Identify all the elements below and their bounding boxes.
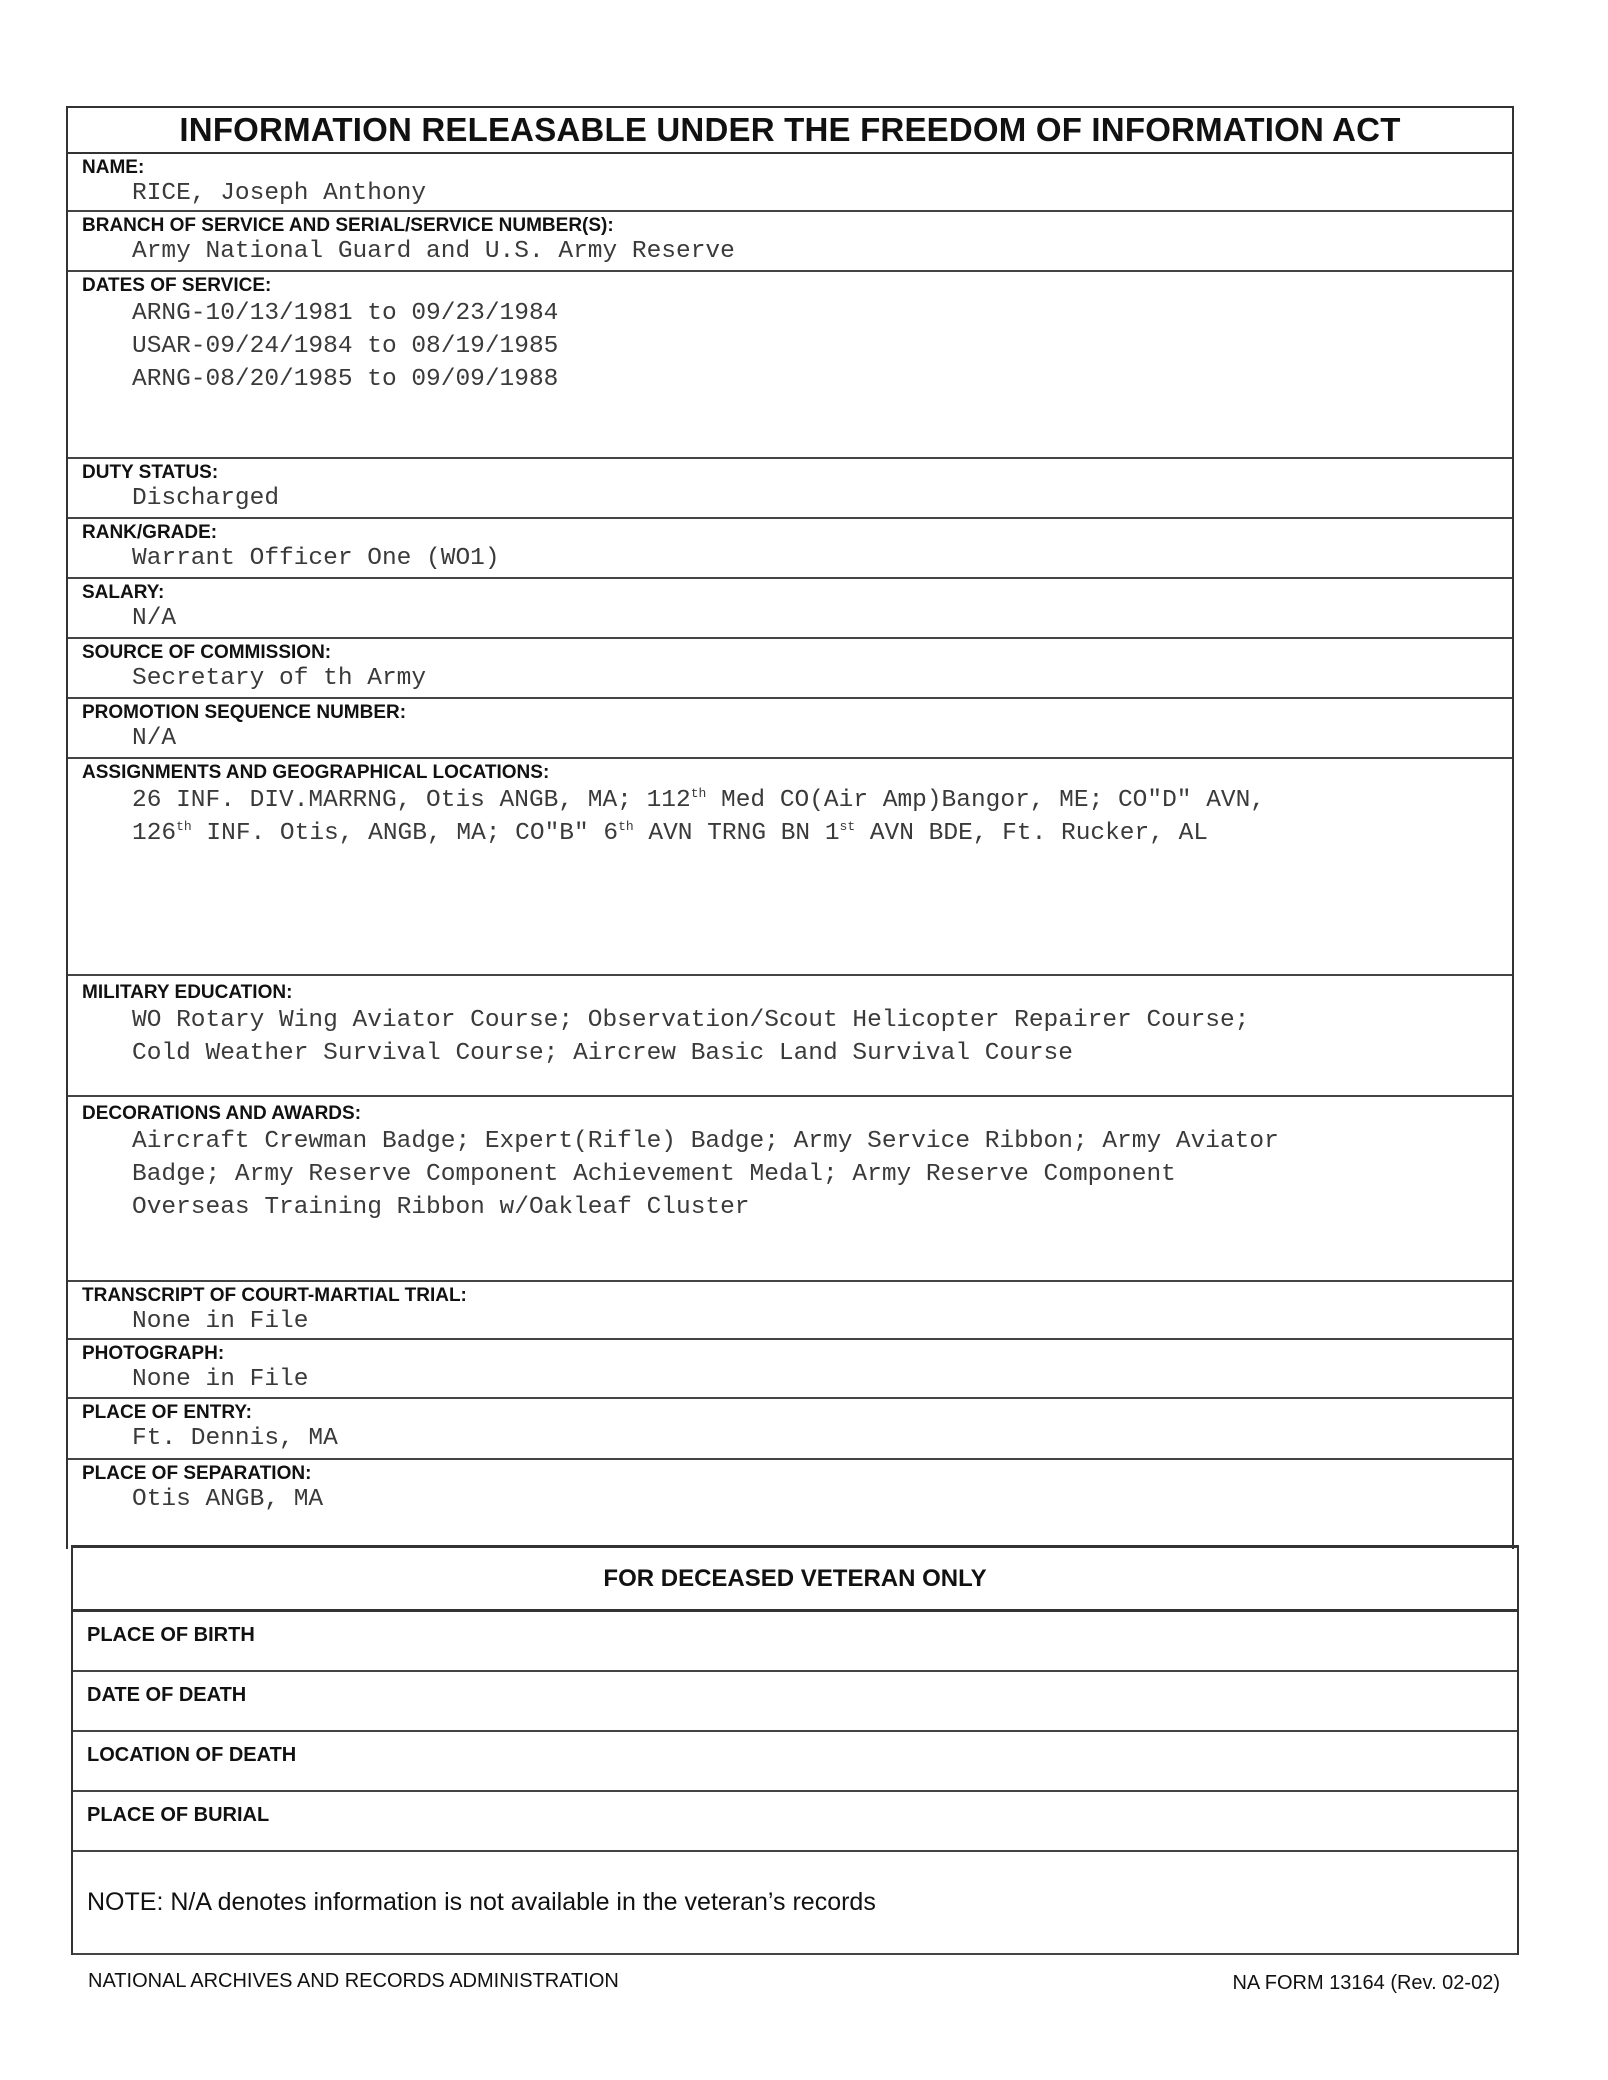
ordinal-suffix: th [618, 818, 634, 834]
field-location-of-death [73, 1732, 1517, 1792]
ordinal-suffix: st [839, 818, 856, 834]
field-branch [68, 212, 1512, 272]
field-label: MILITARY EDUCATION: [82, 982, 293, 1003]
field-label: LOCATION OF DEATH [87, 1744, 297, 1766]
education-line: WO Rotary Wing Aviator Course; Observation/Scout Helicopter Repairer Course; [132, 1007, 1250, 1034]
text-segment: 126 [132, 820, 177, 847]
decorations-line: Overseas Training Ribbon w/Oakleaf Cluster [132, 1194, 750, 1221]
foia-form [66, 106, 1514, 1549]
assignments-line [68, 784, 1512, 817]
section-header [73, 1545, 1517, 1612]
form-title: INFORMATION RELEASABLE UNDER THE FREEDOM OF INFORMATION ACT [179, 111, 1401, 148]
text-segment: AVN BDE, Ft. Rucker, AL [855, 820, 1209, 847]
field-label: PROMOTION SEQUENCE NUMBER: [82, 702, 407, 723]
education-line: Cold Weather Survival Course; Aircrew Basic Land Survival Course [132, 1040, 1073, 1067]
field-label: DATE OF DEATH [87, 1684, 247, 1706]
section-title: FOR DECEASED VETERAN ONLY [603, 1564, 987, 1592]
service-period: ARNG-10/13/1981 to 09/23/1984 [132, 300, 559, 327]
text-segment: Med CO(Air Amp)Bangor, ME; CO"D" AVN, [706, 787, 1266, 814]
field-military-education [68, 976, 1512, 1097]
field-label: TRANSCRIPT OF COURT-MARTIAL TRIAL: [82, 1285, 467, 1306]
field-court-martial [68, 1282, 1512, 1340]
service-period: ARNG-08/20/1985 to 09/09/1988 [132, 366, 559, 393]
field-label: PLACE OF ENTRY: [82, 1402, 252, 1423]
field-source-of-commission [68, 639, 1512, 699]
field-label: DECORATIONS AND AWARDS: [82, 1103, 362, 1124]
field-value: Secretary of th Army [132, 665, 427, 692]
field-label: BRANCH OF SERVICE AND SERIAL/SERVICE NUMBER(S): [82, 215, 614, 236]
field-place-of-entry [68, 1399, 1512, 1460]
decorations-line: Badge; Army Reserve Component Achievement Medal; Army Reserve Component [132, 1161, 1176, 1188]
assignments-line [68, 817, 1512, 850]
ordinal-suffix: th [176, 818, 192, 834]
field-value: None in File [132, 1308, 309, 1335]
text-segment: INF. Otis, ANGB, MA; CO"B" 6 [191, 820, 619, 847]
field-label: PLACE OF BIRTH [87, 1624, 255, 1646]
field-label: PLACE OF BURIAL [87, 1804, 270, 1826]
field-name [68, 154, 1512, 212]
text-segment: AVN TRNG BN 1 [633, 820, 840, 847]
field-value: Otis ANGB, MA [132, 1486, 324, 1513]
field-label: NAME: [82, 157, 145, 178]
service-period: USAR-09/24/1984 to 08/19/1985 [132, 333, 559, 360]
field-value: Ft. Dennis, MA [132, 1425, 338, 1452]
note-row [73, 1852, 1517, 1955]
field-place-of-birth [73, 1612, 1517, 1672]
form-title-row [68, 108, 1512, 154]
field-place-of-burial [73, 1792, 1517, 1852]
field-label: SALARY: [82, 582, 165, 603]
field-salary [68, 579, 1512, 639]
decorations-line: Aircraft Crewman Badge; Expert(Rifle) Badge; Army Service Ribbon; Army Aviator [132, 1128, 1279, 1155]
footer-form-number: NA FORM 13164 (Rev. 02-02) [1232, 1972, 1500, 1994]
deceased-veteran-section [71, 1545, 1519, 1955]
field-promotion-sequence [68, 699, 1512, 759]
ordinal-suffix: th [690, 785, 707, 801]
footer-agency: NATIONAL ARCHIVES AND RECORDS ADMINISTRATION [88, 1970, 619, 1992]
field-value: Warrant Officer One (WO1) [132, 545, 500, 572]
field-duty-status [68, 459, 1512, 519]
field-value: None in File [132, 1366, 309, 1393]
field-decorations [68, 1097, 1512, 1282]
field-photograph [68, 1340, 1512, 1399]
field-rank-grade [68, 519, 1512, 579]
field-value: RICE, Joseph Anthony [132, 180, 427, 207]
note-text: NOTE: N/A denotes information is not available in the veteran’s records [87, 1888, 876, 1916]
field-label: ASSIGNMENTS AND GEOGRAPHICAL LOCATIONS: [82, 762, 550, 783]
field-date-of-death [73, 1672, 1517, 1732]
field-label: DATES OF SERVICE: [82, 275, 272, 296]
field-assignments [68, 759, 1512, 976]
field-value: Army National Guard and U.S. Army Reserve [132, 238, 735, 265]
field-label: SOURCE OF COMMISSION: [82, 642, 332, 663]
text-segment: 26 INF. DIV.MARRNG, Otis ANGB, MA; 112 [132, 787, 691, 814]
field-label: DUTY STATUS: [82, 462, 219, 483]
field-label: PLACE OF SEPARATION: [82, 1463, 312, 1484]
field-label: PHOTOGRAPH: [82, 1343, 225, 1364]
field-value: N/A [132, 725, 177, 752]
field-place-of-separation [68, 1460, 1512, 1549]
field-value: N/A [132, 605, 177, 632]
field-label: RANK/GRADE: [82, 522, 218, 543]
field-value: Discharged [132, 485, 280, 512]
field-dates-of-service [68, 272, 1512, 459]
